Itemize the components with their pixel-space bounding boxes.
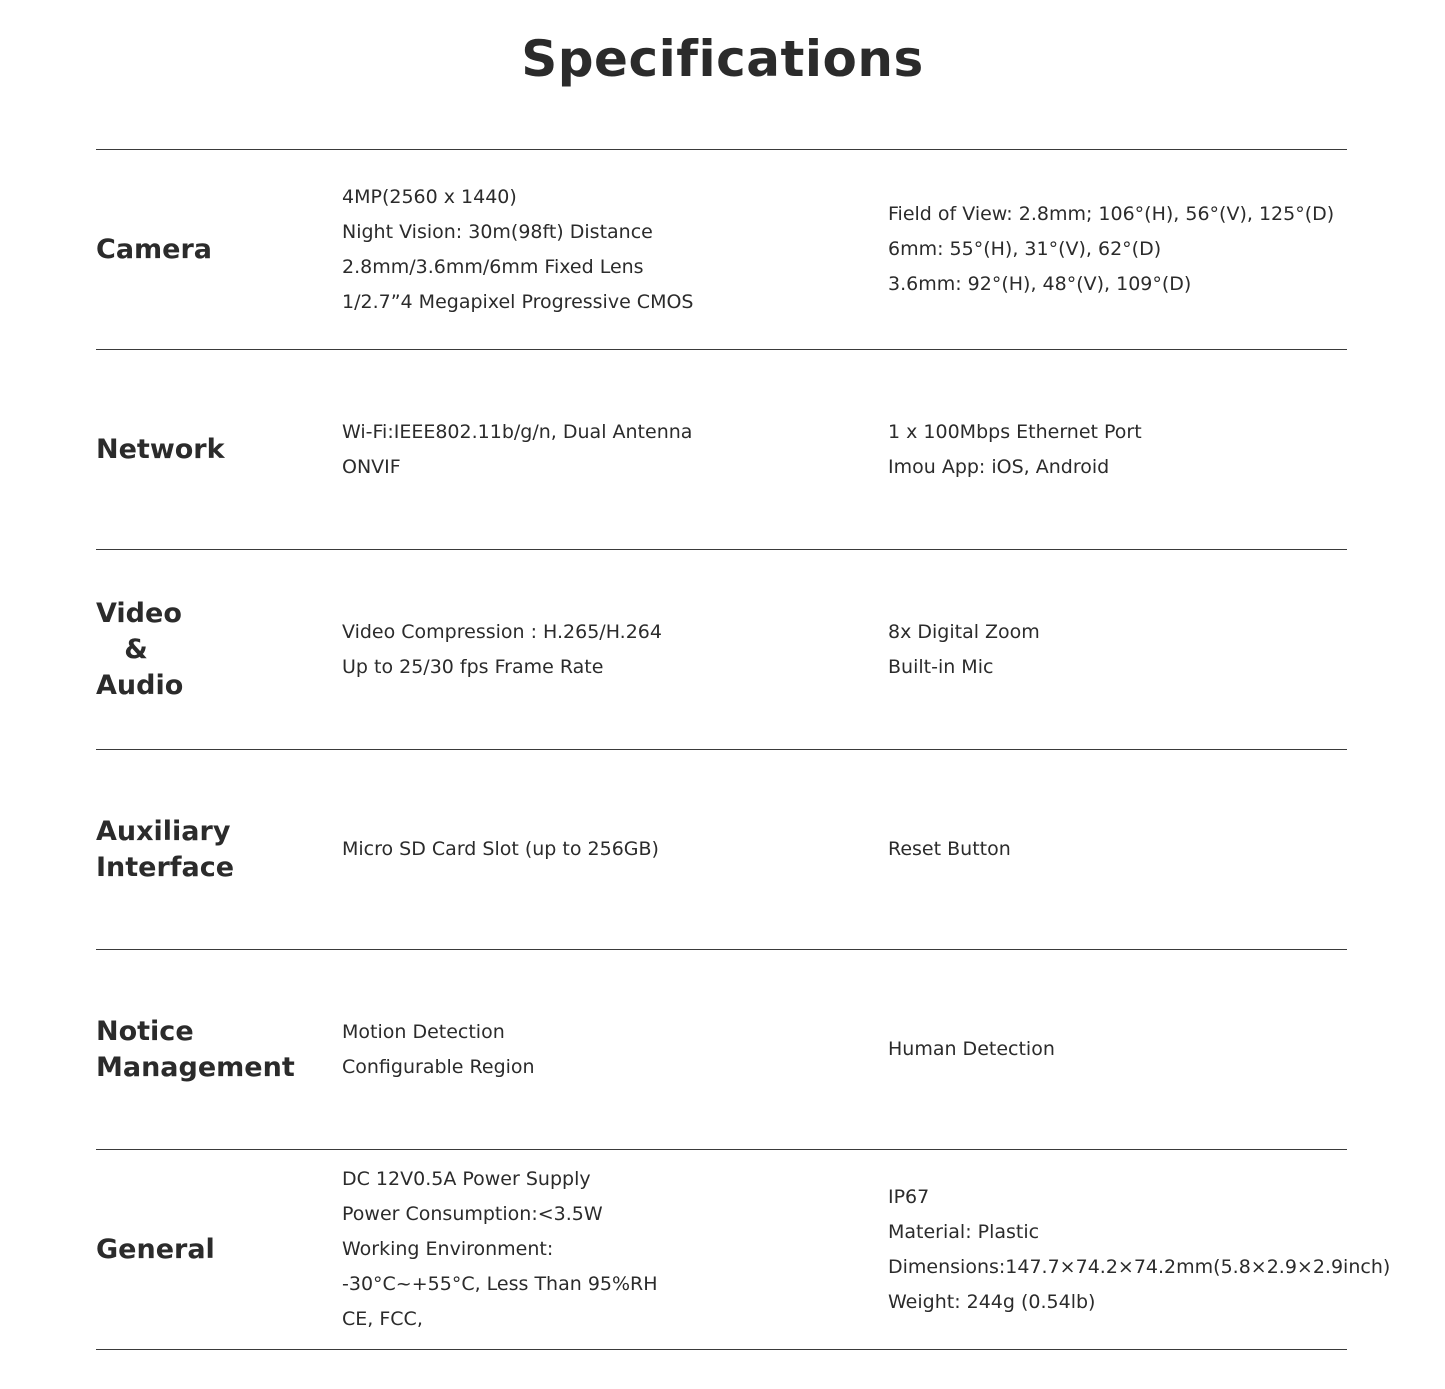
spec-line: ONVIF: [342, 455, 401, 478]
spec-line: Human Detection: [888, 1038, 1055, 1060]
spec-column-left: [342, 350, 862, 549]
spec-column-right: [888, 1150, 1444, 1349]
spec-row-auxiliary-interface: [96, 750, 1347, 949]
spec-line: Dimensions:147.7×74.2×74.2mm(5.8×2.9×2.9inch): [888, 1255, 1391, 1278]
spec-line: Motion Detection: [342, 1020, 505, 1043]
row-label: Camera: [96, 233, 213, 265]
spec-column-left: [342, 550, 862, 749]
spec-column-right: [888, 550, 1444, 749]
spec-line: Micro SD Card Slot (up to 256GB): [342, 838, 659, 860]
spec-line: -30°C~+55°C, Less Than 95%RH: [342, 1273, 658, 1295]
spec-column-left: [342, 1150, 862, 1349]
spec-line: 3.6mm: 92°(H), 48°(V), 109°(D): [888, 273, 1192, 295]
spec-line: CE, FCC,: [342, 1308, 423, 1330]
spec-line: Power Consumption:<3.5W: [342, 1203, 603, 1225]
row-label: Notice Management: [96, 1015, 295, 1083]
row-label: Video & Audio: [96, 597, 184, 701]
spec-row-notice-management: [96, 950, 1347, 1149]
spec-column-left: [342, 950, 862, 1149]
spec-line: Field of View: 2.8mm; 106°(H), 56°(V), 125°(D): [888, 203, 1335, 225]
divider: [96, 1349, 1347, 1350]
spec-row-video-audio: [96, 550, 1347, 749]
spec-row-network: [96, 350, 1347, 549]
spec-line: 1 x 100Mbps Ethernet Port: [888, 420, 1142, 443]
row-label: Auxiliary Interface: [96, 815, 235, 883]
spec-line: 4MP(2560 x 1440): [342, 185, 517, 208]
spec-line: Working Environment:: [342, 1238, 554, 1260]
spec-row-general: [96, 1150, 1391, 1349]
spec-row-camera: [96, 150, 1347, 349]
spec-column-right: [888, 950, 1444, 1149]
row-label: Network: [96, 433, 225, 465]
spec-line: Material: Plastic: [888, 1220, 1040, 1243]
spec-line: DC 12V0.5A Power Supply: [342, 1168, 591, 1190]
spec-line: Built-in Mic: [888, 655, 994, 678]
spec-line: Imou App: iOS, Android: [888, 455, 1110, 478]
spec-line: IP67: [888, 1185, 930, 1208]
spec-column-right: [888, 350, 1444, 549]
spec-column-left: [342, 750, 862, 949]
spec-line: Reset Button: [888, 838, 1011, 860]
spec-line: Weight: 244g (0.54lb): [888, 1290, 1096, 1313]
spec-line: 8x Digital Zoom: [888, 620, 1040, 643]
spec-column-right: [888, 150, 1444, 349]
page-title: Specifications: [521, 30, 924, 88]
spec-line: 1/2.7”4 Megapixel Progressive CMOS: [342, 290, 694, 313]
spec-line: 2.8mm/3.6mm/6mm Fixed Lens: [342, 255, 644, 278]
row-label: General: [96, 1233, 215, 1265]
spec-line: Video Compression : H.265/H.264: [342, 620, 662, 643]
spec-line: Night Vision: 30m(98ft) Distance: [342, 220, 653, 243]
spec-line: Up to 25/30 fps Frame Rate: [342, 655, 604, 678]
spec-table: [96, 149, 1391, 1350]
spec-line: Wi-Fi:IEEE802.11b/g/n, Dual Antenna: [342, 420, 693, 443]
spec-column-left: [342, 150, 862, 349]
spec-line: Configurable Region: [342, 1055, 535, 1078]
spec-column-right: [888, 750, 1444, 949]
spec-line: 6mm: 55°(H), 31°(V), 62°(D): [888, 238, 1162, 260]
